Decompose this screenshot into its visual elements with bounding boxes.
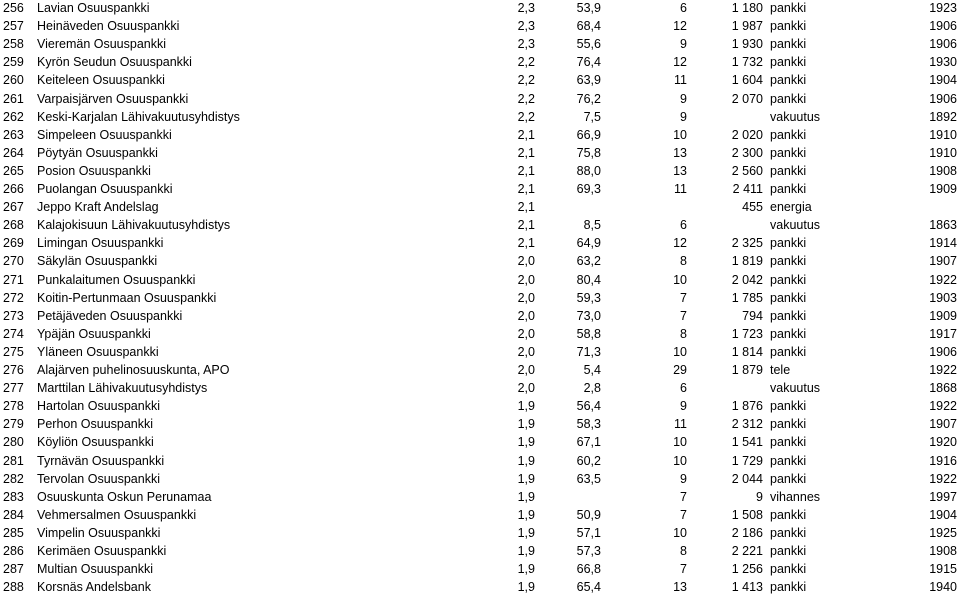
value-b: 76,2 (576, 91, 601, 106)
value-b: 2,8 (583, 381, 601, 396)
founded-year: 1908 (929, 544, 957, 558)
value-b: 67,1 (576, 435, 601, 450)
founded-year: 1906 (929, 91, 957, 106)
organization-name: Heinäveden Osuuspankki (37, 19, 180, 34)
value-c: 8 (680, 544, 687, 558)
organization-name: Petäjäveden Osuuspankki (37, 308, 183, 323)
table-row (0, 271, 959, 289)
sector: pankki (770, 91, 807, 106)
value-a: 2,0 (517, 326, 535, 341)
value-a: 2,2 (517, 55, 535, 70)
value-c: 7 (680, 290, 687, 305)
value-b: 63,2 (576, 254, 601, 269)
organization-name: Säkylän Osuuspankki (37, 254, 158, 269)
value-d: 2 560 (731, 163, 763, 178)
value-d: 2 221 (731, 544, 763, 558)
rank-number: 263 (3, 127, 24, 142)
rank-number: 280 (3, 435, 24, 450)
value-d: 1 604 (731, 73, 763, 88)
organization-name: Simpeleen Osuuspankki (37, 127, 172, 142)
value-a: 2,1 (517, 127, 535, 142)
value-a: 2,1 (517, 145, 535, 160)
table-row (0, 71, 959, 89)
rank-number: 274 (3, 326, 24, 341)
value-d: 2 044 (731, 471, 763, 486)
sector: pankki (770, 163, 807, 178)
value-c: 9 (680, 471, 687, 486)
organization-name: Vehmersalmen Osuuspankki (37, 507, 197, 522)
founded-year: 1908 (929, 163, 957, 178)
rank-number: 260 (3, 73, 24, 88)
value-c: 9 (680, 399, 687, 414)
founded-year: 1906 (929, 37, 957, 52)
value-a: 1,9 (517, 562, 535, 577)
founded-year: 1916 (929, 453, 957, 468)
value-d: 1 876 (731, 399, 763, 414)
value-b: 64,9 (576, 236, 601, 251)
value-c: 7 (680, 308, 687, 323)
value-b: 88,0 (576, 163, 601, 178)
value-c: 9 (680, 109, 687, 124)
value-a: 2,3 (517, 19, 535, 34)
organization-name: Vieremän Osuuspankki (37, 37, 167, 52)
founded-year: 1922 (929, 363, 957, 377)
table-row (0, 343, 959, 361)
sector: energia (770, 200, 812, 215)
value-c: 8 (680, 326, 687, 341)
value-d: 9 (756, 489, 763, 504)
organization-name: Köyliön Osuuspankki (37, 435, 154, 450)
sector: pankki (770, 471, 807, 486)
value-d: 2 325 (731, 236, 763, 251)
value-c: 6 (680, 1, 687, 15)
organization-name: Pöytyän Osuuspankki (37, 145, 158, 160)
organization-name: Multian Osuuspankki (37, 562, 154, 577)
sector: pankki (770, 19, 807, 34)
sector: vakuutus (770, 109, 821, 124)
table-row (0, 307, 959, 325)
value-a: 2,2 (517, 109, 535, 124)
sector: pankki (770, 580, 807, 595)
value-c: 13 (673, 580, 687, 595)
rank-number: 269 (3, 236, 24, 251)
organization-name: Punkalaitumen Osuuspankki (37, 272, 196, 287)
founded-year: 1892 (929, 109, 957, 124)
table-row (0, 180, 959, 198)
organization-name: Lavian Osuuspankki (37, 1, 150, 15)
value-c: 7 (680, 507, 687, 522)
rank-number: 271 (3, 272, 24, 287)
value-d: 1 723 (731, 326, 763, 341)
value-a: 2,0 (517, 363, 535, 377)
organization-name: Limingan Osuuspankki (37, 236, 164, 251)
founded-year: 1922 (929, 471, 957, 486)
value-c: 13 (673, 163, 687, 178)
founded-year: 1906 (929, 19, 957, 34)
value-a: 2,0 (517, 272, 535, 287)
organization-name: Yläneen Osuuspankki (37, 344, 159, 359)
founded-year: 1909 (929, 308, 957, 323)
value-b: 7,5 (583, 109, 601, 124)
value-b: 76,4 (576, 55, 601, 70)
rank-number: 275 (3, 344, 24, 359)
rank-number: 273 (3, 308, 24, 323)
organization-name: Kyrön Seudun Osuuspankki (37, 55, 192, 70)
rank-number: 258 (3, 37, 24, 52)
organization-name: Koitin-Pertunmaan Osuuspankki (37, 290, 217, 305)
value-c: 9 (680, 37, 687, 52)
founded-year: 1909 (929, 182, 957, 196)
rank-number: 287 (3, 562, 24, 577)
table-row (0, 379, 959, 397)
value-a: 2,0 (517, 254, 535, 269)
founded-year: 1868 (929, 381, 957, 396)
sector: pankki (770, 308, 807, 323)
value-a: 2,0 (517, 381, 535, 396)
value-a: 1,9 (517, 489, 535, 504)
value-a: 2,3 (517, 1, 535, 15)
founded-year: 1920 (929, 435, 957, 450)
sector: pankki (770, 326, 807, 341)
value-d: 2 312 (731, 417, 763, 432)
value-a: 2,2 (517, 73, 535, 88)
value-c: 11 (674, 182, 687, 196)
founded-year: 1904 (929, 507, 957, 522)
value-b: 59,3 (576, 290, 601, 305)
value-a: 2,1 (517, 182, 535, 196)
table-row (0, 252, 959, 270)
sector: pankki (770, 73, 807, 88)
value-d: 1 180 (731, 1, 763, 15)
founded-year: 1940 (929, 580, 957, 595)
value-c: 10 (673, 344, 687, 359)
value-b: 63,5 (576, 471, 601, 486)
organization-name: Kerimäen Osuuspankki (37, 544, 167, 558)
value-b: 57,1 (576, 525, 601, 540)
sector: pankki (770, 525, 807, 540)
founded-year: 1915 (929, 562, 957, 577)
value-c: 10 (673, 525, 687, 540)
value-a: 1,9 (517, 453, 535, 468)
value-b: 57,3 (576, 544, 601, 558)
founded-year: 1922 (929, 272, 957, 287)
value-b: 68,4 (576, 19, 601, 34)
rank-number: 282 (3, 471, 24, 486)
sector: vakuutus (770, 381, 821, 396)
value-a: 1,9 (517, 544, 535, 558)
founded-year: 1910 (929, 145, 957, 160)
organization-name: Varpaisjärven Osuuspankki (37, 91, 189, 106)
rank-number: 278 (3, 399, 24, 414)
sector: pankki (770, 1, 807, 15)
table-row (0, 361, 959, 379)
value-c: 6 (680, 218, 687, 233)
table-row (0, 470, 959, 488)
founded-year: 1997 (929, 489, 957, 504)
organization-name: Perhon Osuuspankki (37, 417, 154, 432)
value-b: 66,8 (576, 562, 601, 577)
table-row (0, 506, 959, 524)
value-d: 1 785 (731, 290, 763, 305)
value-d: 1 930 (731, 37, 763, 52)
value-a: 1,9 (517, 580, 535, 595)
founded-year: 1925 (929, 525, 957, 540)
sector: pankki (770, 55, 807, 70)
rank-number: 279 (3, 417, 24, 432)
value-b: 66,9 (576, 127, 601, 142)
table-row (0, 415, 959, 433)
rank-number: 270 (3, 254, 24, 269)
organization-name: Alajärven puhelinosuuskunta, APO (37, 363, 230, 377)
founded-year: 1917 (929, 326, 957, 341)
founded-year: 1923 (929, 1, 957, 15)
value-c: 10 (673, 453, 687, 468)
value-a: 2,0 (517, 308, 535, 323)
table-row (0, 126, 959, 144)
table-row (0, 488, 959, 506)
value-c: 10 (673, 272, 687, 287)
value-b: 80,4 (576, 272, 601, 287)
value-a: 2,1 (517, 236, 535, 251)
table-row (0, 289, 959, 307)
value-c: 11 (674, 73, 687, 88)
founded-year: 1904 (929, 73, 957, 88)
value-b: 8,5 (583, 218, 601, 233)
sector: pankki (770, 182, 807, 196)
rank-number: 288 (3, 580, 24, 595)
value-b: 58,3 (576, 417, 601, 432)
organization-name: Ypäjän Osuuspankki (37, 326, 151, 341)
value-b: 69,3 (576, 182, 601, 196)
value-b: 65,4 (576, 580, 601, 595)
value-d: 455 (742, 200, 763, 215)
table-row (0, 234, 959, 252)
value-c: 7 (680, 489, 687, 504)
founded-year: 1907 (929, 254, 957, 269)
value-b: 53,9 (576, 1, 601, 15)
rank-number: 272 (3, 290, 24, 305)
value-b: 5,4 (583, 363, 601, 377)
sector: pankki (770, 453, 807, 468)
founded-year: 1863 (929, 218, 957, 233)
value-d: 1 541 (731, 435, 763, 450)
founded-year: 1922 (929, 399, 957, 414)
value-d: 1 814 (731, 344, 763, 359)
organization-name: Korsnäs Andelsbank (37, 580, 151, 595)
sector: pankki (770, 272, 807, 287)
value-d: 1 508 (731, 507, 763, 522)
sector: pankki (770, 507, 807, 522)
sector: pankki (770, 254, 807, 269)
organization-name: Puolangan Osuuspankki (37, 182, 173, 196)
value-a: 2,1 (517, 163, 535, 178)
rank-number: 281 (3, 453, 24, 468)
rank-number: 265 (3, 163, 24, 178)
value-d: 2 070 (731, 91, 763, 106)
value-a: 2,3 (517, 37, 535, 52)
sector: pankki (770, 544, 807, 558)
founded-year: 1930 (929, 55, 957, 70)
value-d: 1 256 (731, 562, 763, 577)
table-row (0, 108, 959, 126)
founded-year: 1914 (929, 236, 957, 251)
value-b: 58,8 (576, 326, 601, 341)
organization-name: Kalajokisuun Lähivakuutusyhdistys (37, 218, 231, 233)
table-row (0, 0, 959, 17)
value-c: 10 (673, 127, 687, 142)
value-b: 73,0 (576, 308, 601, 323)
sector: vakuutus (770, 218, 821, 233)
value-b: 55,6 (576, 37, 601, 52)
organization-name: Hartolan Osuuspankki (37, 399, 160, 414)
rank-number: 261 (3, 91, 24, 106)
value-b: 63,9 (576, 73, 601, 88)
table-row (0, 542, 959, 560)
table-row (0, 216, 959, 234)
value-d: 1 732 (731, 55, 763, 70)
value-c: 7 (680, 562, 687, 577)
founded-year: 1907 (929, 417, 957, 432)
founded-year: 1903 (929, 290, 957, 305)
value-a: 1,9 (517, 507, 535, 522)
rank-number: 268 (3, 218, 24, 233)
sector: pankki (770, 417, 807, 432)
value-c: 8 (680, 254, 687, 269)
value-d: 2 020 (731, 127, 763, 142)
table-row (0, 524, 959, 542)
rank-number: 276 (3, 363, 24, 377)
value-a: 2,1 (517, 200, 535, 215)
organization-name: Keski-Karjalan Lähivakuutusyhdistys (37, 109, 240, 124)
value-b: 71,3 (576, 344, 601, 359)
value-a: 1,9 (517, 525, 535, 540)
table-row (0, 35, 959, 53)
organization-name: Tyrnävän Osuuspankki (37, 453, 165, 468)
table-row (0, 433, 959, 451)
sector: pankki (770, 344, 807, 359)
sector: pankki (770, 127, 807, 142)
founded-year: 1906 (929, 344, 957, 359)
value-c: 10 (673, 435, 687, 450)
table-row (0, 144, 959, 162)
value-c: 13 (673, 145, 687, 160)
value-a: 2,1 (517, 218, 535, 233)
rank-number: 266 (3, 182, 24, 196)
organization-name: Tervolan Osuuspankki (37, 471, 160, 486)
rank-number: 283 (3, 489, 24, 504)
rank-number: 267 (3, 200, 24, 215)
rank-number: 262 (3, 109, 24, 124)
table-row (0, 198, 959, 216)
value-b: 75,8 (576, 145, 601, 160)
value-d: 2 300 (731, 145, 763, 160)
organization-name: Keiteleen Osuuspankki (37, 73, 165, 88)
value-a: 2,2 (517, 91, 535, 106)
value-b: 60,2 (576, 453, 601, 468)
sector: pankki (770, 562, 807, 577)
value-b: 56,4 (576, 399, 601, 414)
sector: vihannes (770, 489, 821, 504)
value-d: 1 879 (731, 363, 763, 377)
organization-name: Posion Osuuspankki (37, 163, 151, 178)
table-row (0, 17, 959, 35)
table-row (0, 452, 959, 470)
table-row (0, 90, 959, 108)
rank-number: 277 (3, 381, 24, 396)
table-row (0, 578, 959, 596)
rank-number: 286 (3, 544, 24, 558)
organization-name: Jeppo Kraft Andelslag (37, 200, 159, 215)
rank-number: 284 (3, 507, 24, 522)
sector: pankki (770, 435, 807, 450)
sector: pankki (770, 37, 807, 52)
value-c: 12 (673, 55, 687, 70)
rank-number: 264 (3, 145, 24, 160)
rank-number: 256 (3, 1, 24, 15)
value-b: 50,9 (576, 507, 601, 522)
rank-number: 259 (3, 55, 24, 70)
value-a: 2,0 (517, 290, 535, 305)
founded-year: 1910 (929, 127, 957, 142)
value-d: 2 042 (731, 272, 763, 287)
value-d: 1 729 (731, 453, 763, 468)
table-row (0, 162, 959, 180)
rank-number: 285 (3, 525, 24, 540)
value-d: 2 186 (731, 525, 763, 540)
sector: pankki (770, 145, 807, 160)
value-c: 6 (680, 381, 687, 396)
organization-name: Vimpelin Osuuspankki (37, 525, 161, 540)
value-d: 1 819 (731, 254, 763, 269)
table-row (0, 325, 959, 343)
value-a: 1,9 (517, 399, 535, 414)
sector: tele (770, 363, 791, 377)
sector: pankki (770, 399, 807, 414)
value-a: 1,9 (517, 471, 535, 486)
value-c: 12 (673, 236, 687, 251)
organization-name: Marttilan Lähivakuutusyhdistys (37, 381, 208, 396)
value-d: 1 413 (731, 580, 763, 595)
value-c: 9 (680, 91, 687, 106)
value-c: 11 (674, 417, 687, 432)
value-c: 12 (673, 19, 687, 34)
table-row (0, 53, 959, 71)
table-row (0, 560, 959, 578)
sector: pankki (770, 290, 807, 305)
value-a: 1,9 (517, 435, 535, 450)
table-row (0, 397, 959, 415)
value-c: 29 (673, 363, 687, 377)
value-d: 1 987 (731, 19, 763, 34)
value-a: 1,9 (517, 417, 535, 432)
value-d: 794 (742, 308, 763, 323)
organization-name: Osuuskunta Oskun Perunamaa (37, 489, 212, 504)
value-d: 2 411 (732, 182, 763, 196)
value-a: 2,0 (517, 344, 535, 359)
sector: pankki (770, 236, 807, 251)
rank-number: 257 (3, 19, 24, 34)
